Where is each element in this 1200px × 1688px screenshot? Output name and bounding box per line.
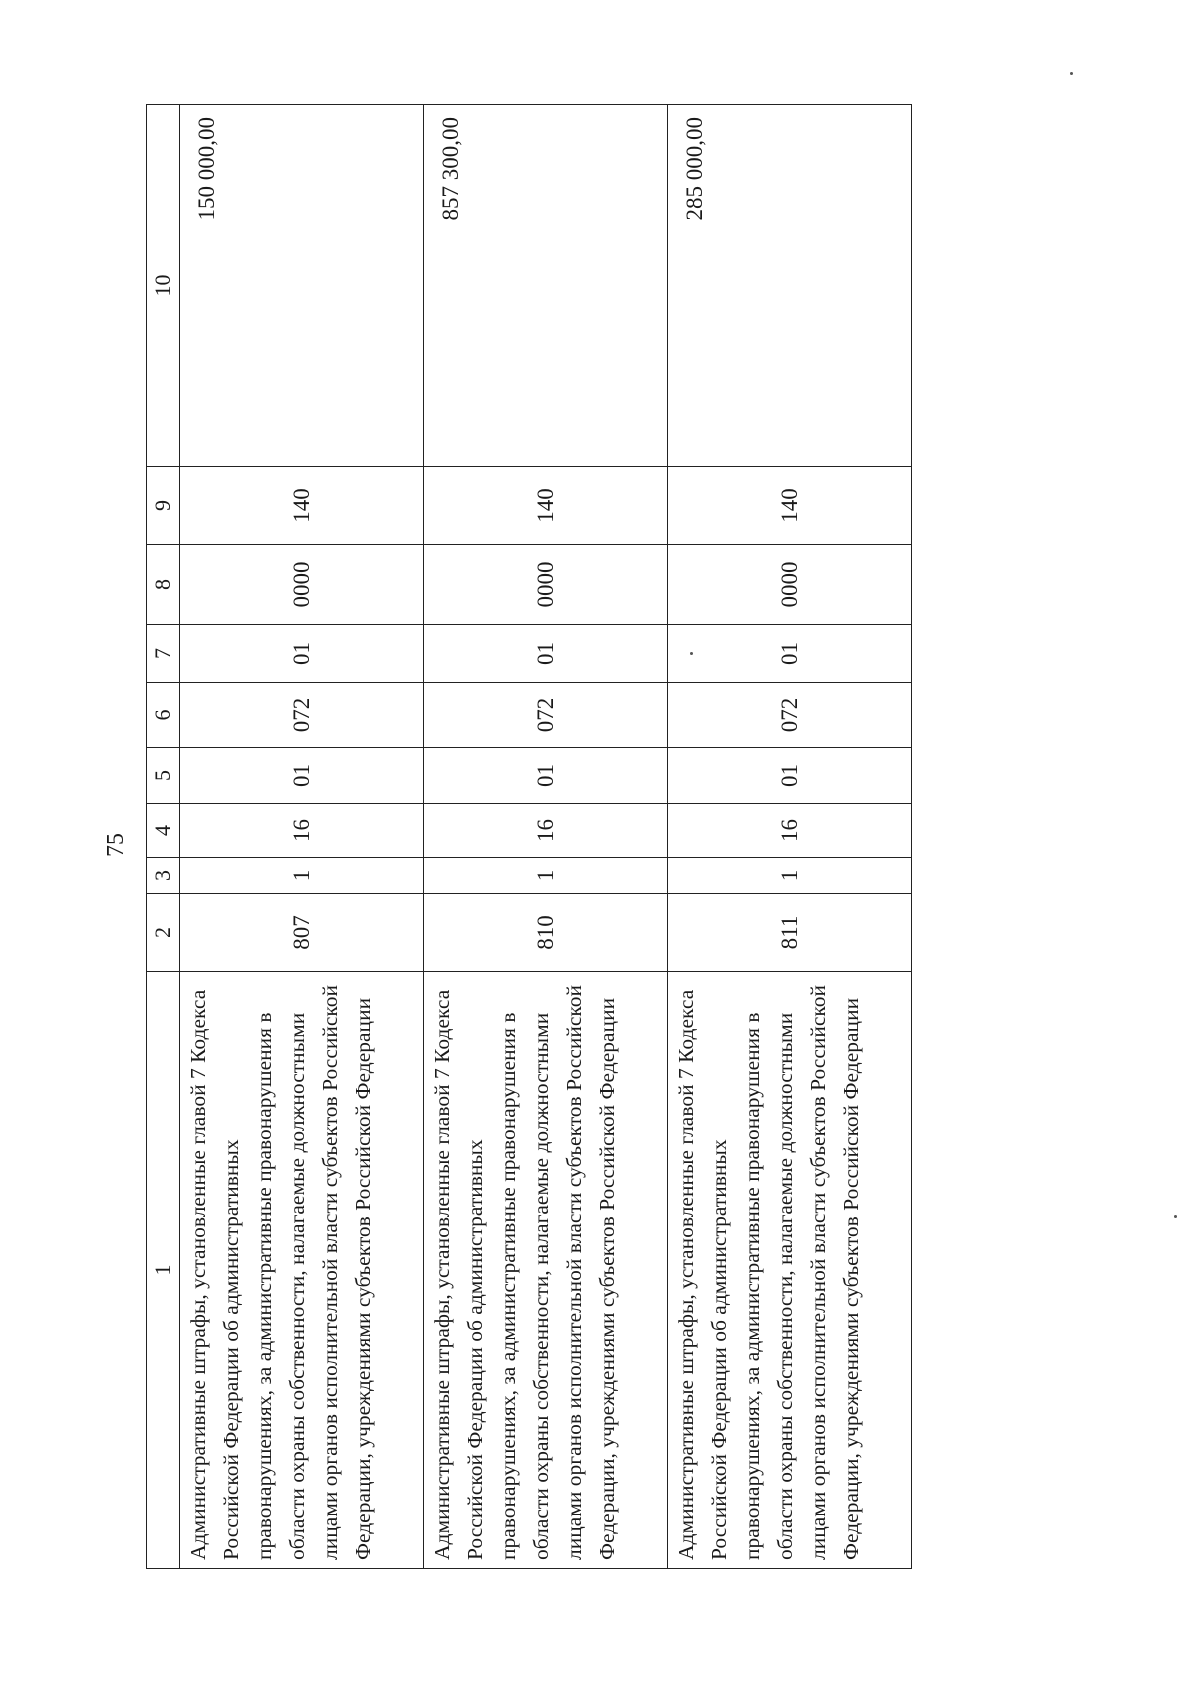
subgroup-code: 16	[180, 804, 424, 858]
table-row	[424, 105, 668, 1569]
page-number: 75	[103, 833, 129, 857]
article-code: 01	[424, 748, 668, 804]
economic-code: 140	[180, 467, 424, 545]
subarticle-code: 072	[668, 683, 912, 748]
col-header-7: 7	[147, 625, 180, 683]
economic-code: 140	[424, 467, 668, 545]
scan-speck	[1174, 1215, 1177, 1218]
article-code: 01	[668, 748, 912, 804]
subarticle-code: 072	[424, 683, 668, 748]
row-description: Административные штрафы, установленные главой 7 Кодекса Российской Федерации об административных правонарушениях, за административные правонарушения в области охраны собственности, налагаемые должностными лицами органов исполнительной власти субъектов Российской Федерации, учреждениями субъектов Российской Федерации	[424, 972, 668, 1569]
admin-code: 807	[180, 894, 424, 972]
amount: 857 300,00	[424, 105, 668, 467]
col-header-3: 3	[147, 858, 180, 894]
amount: 285 000,00	[668, 105, 912, 467]
row-description: Административные штрафы, установленные главой 7 Кодекса Российской Федерации об административных правонарушениях, за административные правонарушения в области охраны собственности, налагаемые должностными лицами органов исполнительной власти субъектов Российской Федерации, учреждениями субъектов Российской Федерации	[668, 972, 912, 1569]
table-row	[180, 105, 424, 1569]
program-code: 0000	[180, 545, 424, 625]
element-code: 01	[668, 625, 912, 683]
admin-code: 811	[668, 894, 912, 972]
table-row	[668, 105, 912, 1569]
admin-code: 810	[424, 894, 668, 972]
col-header-8: 8	[147, 545, 180, 625]
col-header-2: 2	[147, 894, 180, 972]
program-code: 0000	[424, 545, 668, 625]
group-code: 1	[180, 858, 424, 894]
col-header-6: 6	[147, 683, 180, 748]
row-description: Административные штрафы, установленные главой 7 Кодекса Российской Федерации об административных правонарушениях, за административные правонарушения в области охраны собственности, налагаемые должностными лицами органов исполнительной власти субъектов Российской Федерации, учреждениями субъектов Российской Федерации	[180, 972, 424, 1569]
col-header-1: 1	[147, 972, 180, 1569]
economic-code: 140	[668, 467, 912, 545]
header-row	[147, 105, 180, 1569]
program-code: 0000	[668, 545, 912, 625]
subgroup-code: 16	[668, 804, 912, 858]
element-code: 01	[424, 625, 668, 683]
group-code: 1	[424, 858, 668, 894]
col-header-10: 10	[147, 105, 180, 467]
element-code: 01	[180, 625, 424, 683]
col-header-9: 9	[147, 467, 180, 545]
amount: 150 000,00	[180, 105, 424, 467]
subarticle-code: 072	[180, 683, 424, 748]
article-code: 01	[180, 748, 424, 804]
col-header-5: 5	[147, 748, 180, 804]
group-code: 1	[668, 858, 912, 894]
scan-speck	[1070, 72, 1073, 75]
col-header-4: 4	[147, 804, 180, 858]
rotated-table-wrapper	[146, 105, 869, 1569]
fines-table	[146, 104, 912, 1569]
subgroup-code: 16	[424, 804, 668, 858]
